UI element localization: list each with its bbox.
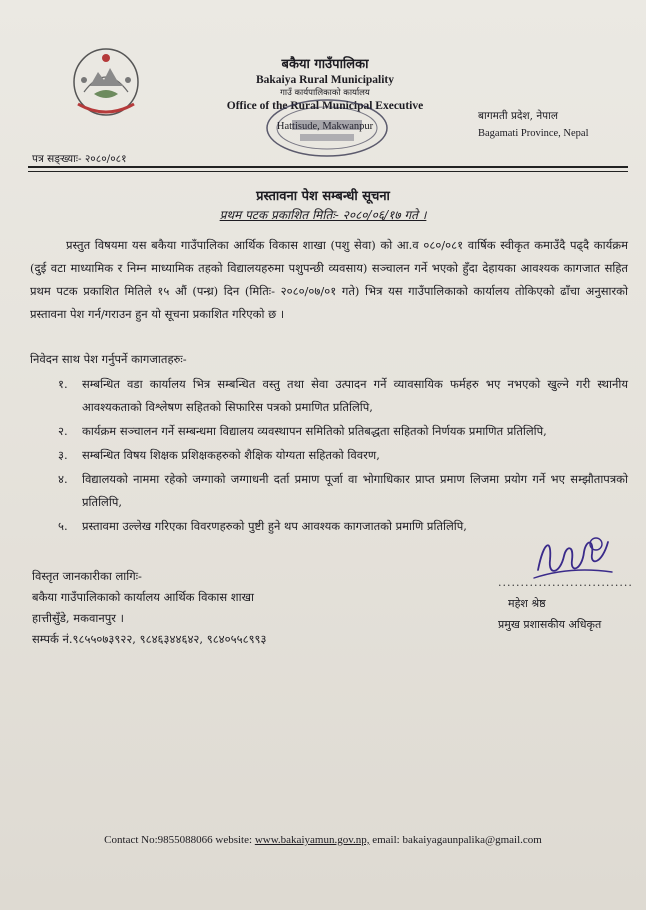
list-item: १. सम्बन्धित वडा कार्यालय भित्र सम्बन्धित वस्तु तथा सेवा उत्पादन गर्ने व्यावसायिक फर्महरु भए नभएको खुल्ने गरी स्थानीय आवश्यकताको विश्लेषण सहितको सिफारिस पत्रको प्रमाणित प्रतिलिपि, (58, 377, 628, 414)
letter-reference-number: पत्र सङ्ख्याः- २०८०/०८१ (32, 153, 127, 165)
notice-publish-date: प्रथम पटक प्रकाशित मितिः- २०८०/०६/१७ गते । (219, 208, 427, 222)
footer-contact-number: Contact No:9855088066 (104, 834, 213, 846)
header-divider-thin (28, 171, 628, 172)
letterhead-right (478, 108, 628, 142)
signatory-title: प्रमुख प्रशासकीय अधिकृत (498, 618, 602, 631)
municipality-title-nepali: बकैया गाउँपालिका (281, 57, 369, 72)
list-item: ३. सम्बन्धित विषय शिक्षक प्रशिक्षकहरुको शैक्षिक योग्यता सहितको विवरण, (58, 448, 380, 462)
office-subtitle-nepali: गाउँ कार्यपालिकाको कार्यालय (280, 88, 370, 98)
contact-office: बकैया गाउँपालिकाको कार्यालय आर्थिक विकास शाखा (32, 590, 254, 604)
footer-website-link[interactable]: www.bakaiyamun.gov.np, (254, 834, 370, 846)
contact-info-block (32, 566, 267, 650)
contact-address: हात्तीसुँडे, मकवानपुर । (32, 611, 124, 625)
office-title: Office of the Rural Municipal Executive (226, 100, 424, 112)
province-nepali: बागमती प्रदेश, नेपाल (478, 110, 558, 122)
province-english: Bagamati Province, Nepal (478, 128, 589, 139)
notice-title: प्रस्तावना पेश सम्बन्धी सूचना (256, 189, 390, 204)
contact-heading: विस्तृत जानकारीका लागिः- (32, 569, 142, 583)
required-documents-list (58, 373, 628, 539)
contact-phone-numbers: सम्पर्क नं.९८५५०७३९२२, ९८४६३४४६४२, ९८४०५५८९९३ (32, 632, 267, 646)
list-item: २. कार्यक्रम सञ्चालन गर्ने सम्बन्धमा विद्यालय व्यवस्थापन समितिको प्रतिबद्धता सहितको निर्णयक प्रमाणित प्रतिलिपि, (58, 424, 547, 438)
header-divider-thick (28, 166, 628, 168)
list-item: ५. प्रस्तावमा उल्लेख गरिएका विवरणहरुको पुष्टी हुने थप आवश्यक कागजातको प्रमाणि प्रतिलिपि, (58, 519, 467, 533)
signature-line: .............................. (498, 576, 633, 589)
signatory-block (498, 572, 633, 635)
municipality-title-english: Bakaiya Rural Municipality (255, 74, 395, 86)
required-documents-heading: निवेदन साथ पेश गर्नुपर्ने कागजातहरुः- (30, 352, 187, 366)
signatory-name: महेश श्रेष्ठ (508, 597, 546, 610)
office-address: Hattisude, Makwanpur (276, 121, 374, 132)
office-seal-stamp (262, 96, 392, 160)
notice-body-paragraph: प्रस्तुत विषयमा यस बकैया गाउँपालिका आर्थिक विकास शाखा (पशु सेवा) को आ.व ०८०/०८१ वार्षिक स्वीकृत कमाउँदै पढ्दै कार्यक्रम (दुई वटा माध्यामिक र निम्न माध्यामिक तहको विद्यालयहरुमा पशुपन्छी व्यवसाय) सञ्चालन गर्ने भएको हुँदा देहायका आवश्यक कागजात सहित प्रथम पटक प्रकाशित मितिले १५ औं (पन्ध्र) दिन (मितिः- २०८०/०७/०१ गते) भित्र यस गाउँपालिकाको कार्यालय तोकिएको ढाँचा अनुसारको प्रस्तावना पेश गर्न/गराउन हुन यो सूचना प्रकाशित गरिएको छ । (30, 238, 628, 321)
footer-website-label: website: (215, 834, 253, 846)
list-item: ४. विद्यालयको नाममा रहेको जग्गाको जग्गाधनी दर्ता प्रमाण पूर्जा वा भोगाधिकार प्राप्त प्रमाण लिजमा प्रयोग गर्ने भए सम्झौतापत्रको प्रतिलिपि, (58, 472, 628, 509)
nepal-emblem-icon (70, 42, 142, 118)
footer-email-link[interactable]: bakaiyagaunpalika@gmail.com (402, 834, 542, 846)
footer-email-label: email: (372, 834, 400, 846)
letter-footer (0, 834, 646, 846)
